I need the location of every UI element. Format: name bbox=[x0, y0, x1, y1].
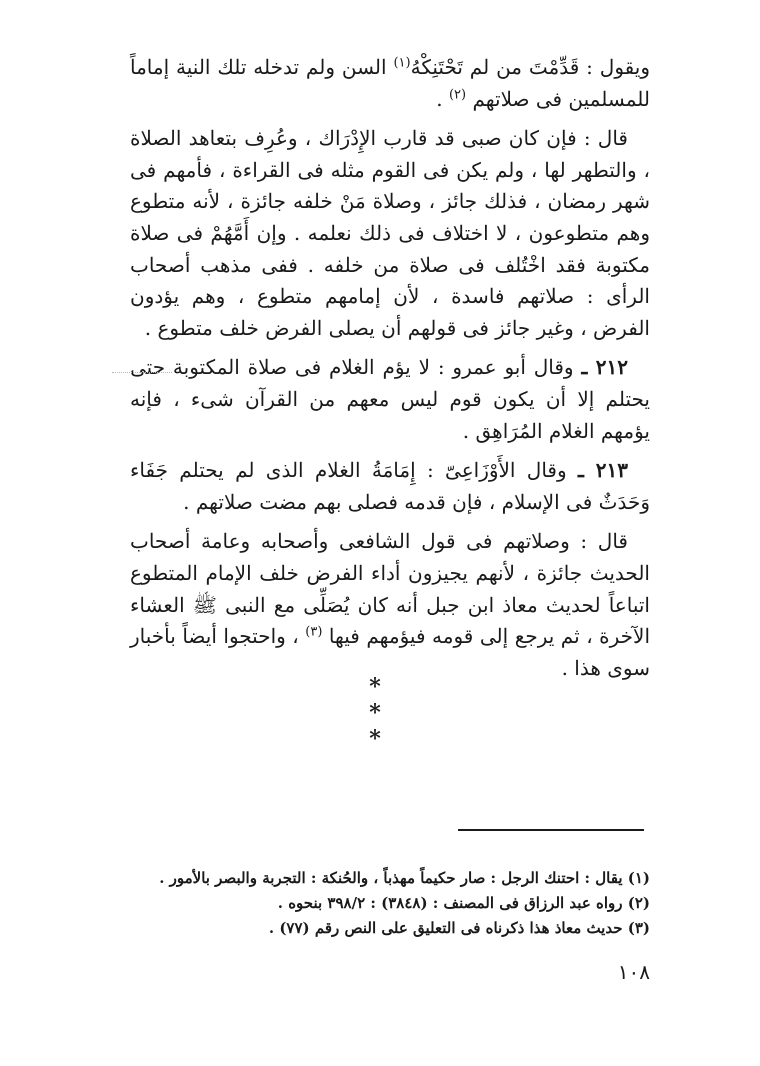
section-separator: * * * bbox=[369, 674, 411, 752]
page-number: ١٠٨ bbox=[617, 960, 650, 984]
footnotes bbox=[130, 866, 650, 941]
paragraph-1-end: . bbox=[436, 86, 449, 111]
paragraph-5 bbox=[130, 526, 650, 684]
paragraph-212-text: وقال أبو عمرو : لا يؤم الغلام فى صلاة المكتوبة حتى يحتلم إلا أن يكون قوم ليس معهم من القرآن شىء ، فإنه يؤمهم الغلام المُرَاهِق . bbox=[130, 355, 650, 443]
section-number-212: ٢١٢ ـ bbox=[581, 355, 628, 380]
paragraph-212 bbox=[130, 352, 650, 447]
footnote-ref-1: (١) bbox=[393, 55, 411, 71]
footnote-3: (٣) حديث معاذ هذا ذكرناه فى التعليق على النص رقم (٧٧) . bbox=[268, 919, 650, 937]
paragraph-5-text: قال : وصلاتهم فى قول الشافعى وأصحابه وعامة أصحاب الحديث جائزة ، لأنهم يجيزون أداء الفرض خلف الإمام المتطوع اتباعاً لحديث معاذ ابن جبل أنه كان يُصَلِّى مع النبى ﷺ العشاء الآخرة ، ثم يرجع إلى قومه فيؤمهم فيها bbox=[130, 529, 650, 649]
faint-margin-mark bbox=[112, 372, 172, 373]
footnote-divider bbox=[458, 829, 644, 831]
paragraph-1-text-b: السن ولم تدخله تلك النية إماماً للمسلمين فى صلاتهم bbox=[130, 55, 650, 111]
paragraph-2: قال : فإن كان صبى قد قارب الإِدْرَاك ، وعُرِف بتعاهد الصلاة ، والتطهر لها ، ولم يكن فى القوم مثله فى القراءة ، فأمهم فى شهر رمضان ، فذلك جائز ، وصلاة مَنْ خلفه جائزة ، لأنه متطوع وهم متطوعون ، لا اختلاف فى ذلك نعلمه . وإن أَمَّهُمْ فى صلاة مكتوبة فقد اخْتُلف فى صلاة من خلفه . ففى مذهب أصحاب الرأى : صلاتهم فاسدة ، لأن إمامهم متطوع ، وهم يؤدون الفرض ، وغير جائز فى قولهم أن يصلى الفرض خلف متطوع . bbox=[130, 126, 650, 340]
paragraph-5-end: ، واحتجوا أيضاً بأخبار سوى هذا . bbox=[130, 624, 650, 680]
footnote-ref-2: (٢) bbox=[448, 86, 467, 102]
paragraph-213 bbox=[130, 455, 650, 518]
main-text-body bbox=[130, 52, 650, 684]
footnote-ref-3: (٣) bbox=[305, 624, 323, 640]
paragraph-1 bbox=[130, 52, 650, 115]
footnote-2: (٢) رواه عبد الرزاق فى المصنف : (٣٨٤٨) : ٣٩٨/٢ بنحوه . bbox=[277, 894, 650, 912]
footnote-1: (١) يقال : احتنك الرجل : صار حكيماً مهذباً ، والحُنكة : التجربة والبصر بالأمور . bbox=[159, 869, 650, 887]
section-number-213: ٢١٣ ـ bbox=[577, 458, 629, 483]
paragraph-213-text: وقال الأَوْزَاعِىّ : إِمَامَةُ الغلام الذى لم يحتلم جَفَاء وَحَدَثٌ فى الإسلام ، فإن قدمه فصلى بهم مضت صلاتهم . bbox=[130, 458, 650, 514]
paragraph-1-text: ويقول : قَدِّمْتَ من لم تَحْتَنِكْهُ bbox=[410, 55, 650, 79]
